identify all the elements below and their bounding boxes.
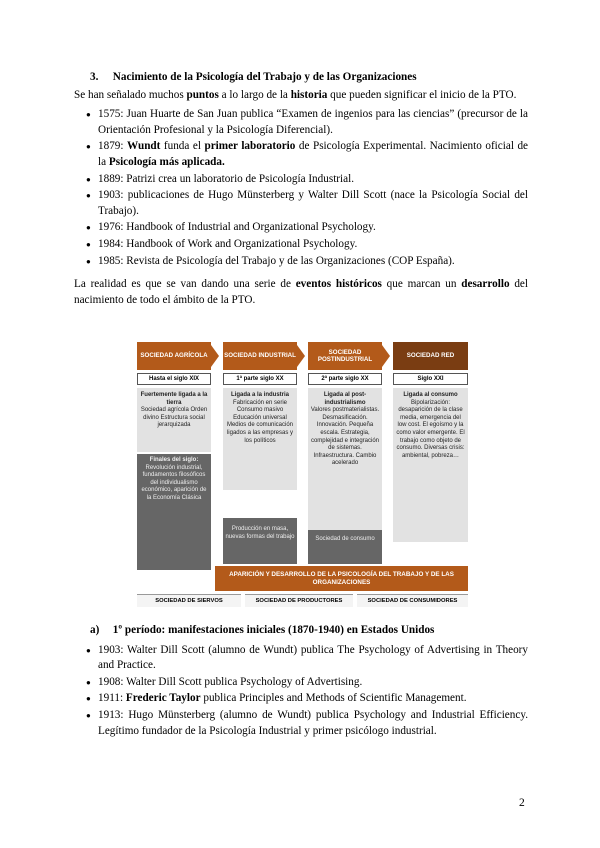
pto-banner: APARICIÓN Y DESARROLLO DE LA PSICOLOGÍA DEL TRABAJO Y DE LAS ORGANIZACIONES <box>215 566 468 591</box>
column-dark-box: Sociedad de consumo <box>308 530 382 564</box>
subsection-title: 1º período: manifestaciones iniciales (1870-1940) en Estados Unidos <box>112 624 435 636</box>
list-item: ● 1575: Juan Huarte de San Juan publica “Examen de ingenios para las ciencias” (precursor de la Orientación Profesional y la Psicología Diferencial). <box>74 107 528 138</box>
arrow-icon <box>382 345 390 367</box>
column-title: SOCIEDAD POSTINDUSTRIAL <box>308 342 382 370</box>
page-number: 2 <box>519 797 525 809</box>
list-item: ● 1976: Handbook of Industrial and Organizational Psychology. <box>74 220 528 236</box>
list-item: ● 1903: publicaciones de Hugo Münsterberg y Walter Dill Scott (nace la Psicología Social del Trabajo). <box>74 188 528 219</box>
list-item: ● 1889: Patrizi crea un laboratorio de Psicología Industrial. <box>74 172 528 188</box>
column-red <box>393 342 468 542</box>
column-light-box: Fuertemente ligada a la tierra Sociedad agrícola Orden divino Estructura social jerarquizada <box>137 388 211 452</box>
subsection-heading <box>74 623 528 639</box>
list-item: ● 1985: Revista de Psicología del Trabajo y de las Organizaciones (COP España). <box>74 254 528 270</box>
list-item: ● 1984: Handbook of Work and Organizational Psychology. <box>74 237 528 253</box>
column-title: SOCIEDAD RED <box>393 342 468 370</box>
column-title: SOCIEDAD INDUSTRIAL <box>223 342 297 370</box>
subsection-label: a) <box>90 624 100 636</box>
society-label: SOCIEDAD DE CONSUMIDORES <box>357 594 468 607</box>
list-item: ● 1913: Hugo Münsterberg (alumno de Wundt) publica Psychology and Industrial Efficiency. Legítimo fundador de la Psicología Industrial y primer psicólogo industrial. <box>74 708 528 739</box>
list-item: ● 1911: Frederic Taylor publica Principles and Methods of Scientific Management. <box>74 691 528 707</box>
list-item: ● 1879: Wundt funda el primer laboratorio de Psicología Experimental. Nacimiento oficial de la Psicología más aplicada. <box>74 139 528 170</box>
section-heading <box>74 70 528 86</box>
intro-paragraph: Se han señalado muchos puntos a lo largo de la historia que pueden significar el inicio de la PTO. <box>74 88 517 101</box>
period-list <box>74 643 528 740</box>
society-label: SOCIEDAD DE SIERVOS <box>137 594 241 607</box>
column-dark-box: Finales del siglo: Revolución industrial, fundamentos filosóficos del individualismo económico, aparición de la Economía Clásica <box>137 454 211 570</box>
arrow-icon <box>297 345 305 367</box>
list-item: ● 1903: Walter Dill Scott (alumno de Wundt) publica The Psychology of Advertising in Theory and Practice. <box>74 643 528 674</box>
society-label: SOCIEDAD DE PRODUCTORES <box>245 594 353 607</box>
section-title: Nacimiento de la Psicología del Trabajo y de las Organizaciones <box>112 71 417 83</box>
column-industrial <box>223 342 297 564</box>
column-period: 1ª parte siglo XX <box>223 373 297 385</box>
reality-paragraph: La realidad es que se van dando una serie de eventos históricos que marcan un desarrollo del nacimiento de todo el ámbito de la PTO. <box>74 278 528 306</box>
column-period: 2ª parte siglo XX <box>308 373 382 385</box>
society-diagram <box>137 342 468 608</box>
column-postindustrial <box>308 342 382 564</box>
column-dark-box: Producción en masa, nuevas formas del trabajo <box>223 518 297 564</box>
history-list <box>74 107 528 269</box>
column-period: Siglo XXI <box>393 373 468 385</box>
subsection-body <box>74 623 528 747</box>
column-title: SOCIEDAD AGRÍCOLA <box>137 342 211 370</box>
document-body <box>74 70 528 308</box>
arrow-icon <box>211 345 219 367</box>
column-period: Hasta el siglo XIX <box>137 373 211 385</box>
column-agricola <box>137 342 211 570</box>
section-number: 3. <box>90 71 99 83</box>
list-item: ● 1908: Walter Dill Scott publica Psychology of Advertising. <box>74 675 528 691</box>
column-light-box: Ligada al consumo Bipolarización: desaparición de la clase media, emergencia del low cost. El egoísmo y la como valor emergente. El trabajo como objeto de consumo. Diversas crisis: ambiental, pobreza… <box>393 388 468 542</box>
column-light-box: Ligada al post-industrialismo Valores postmaterialistas. Desmasificación. Innovación. Pequeña escala. Estrategia, complejidad e integración de sistemas. Infraestructura. Cambio acelerado <box>308 388 382 530</box>
column-light-box: Ligada a la industria Fabricación en serie Consumo masivo Educación universal Medios de comunicación ligados a las empresas y los políticos <box>223 388 297 490</box>
